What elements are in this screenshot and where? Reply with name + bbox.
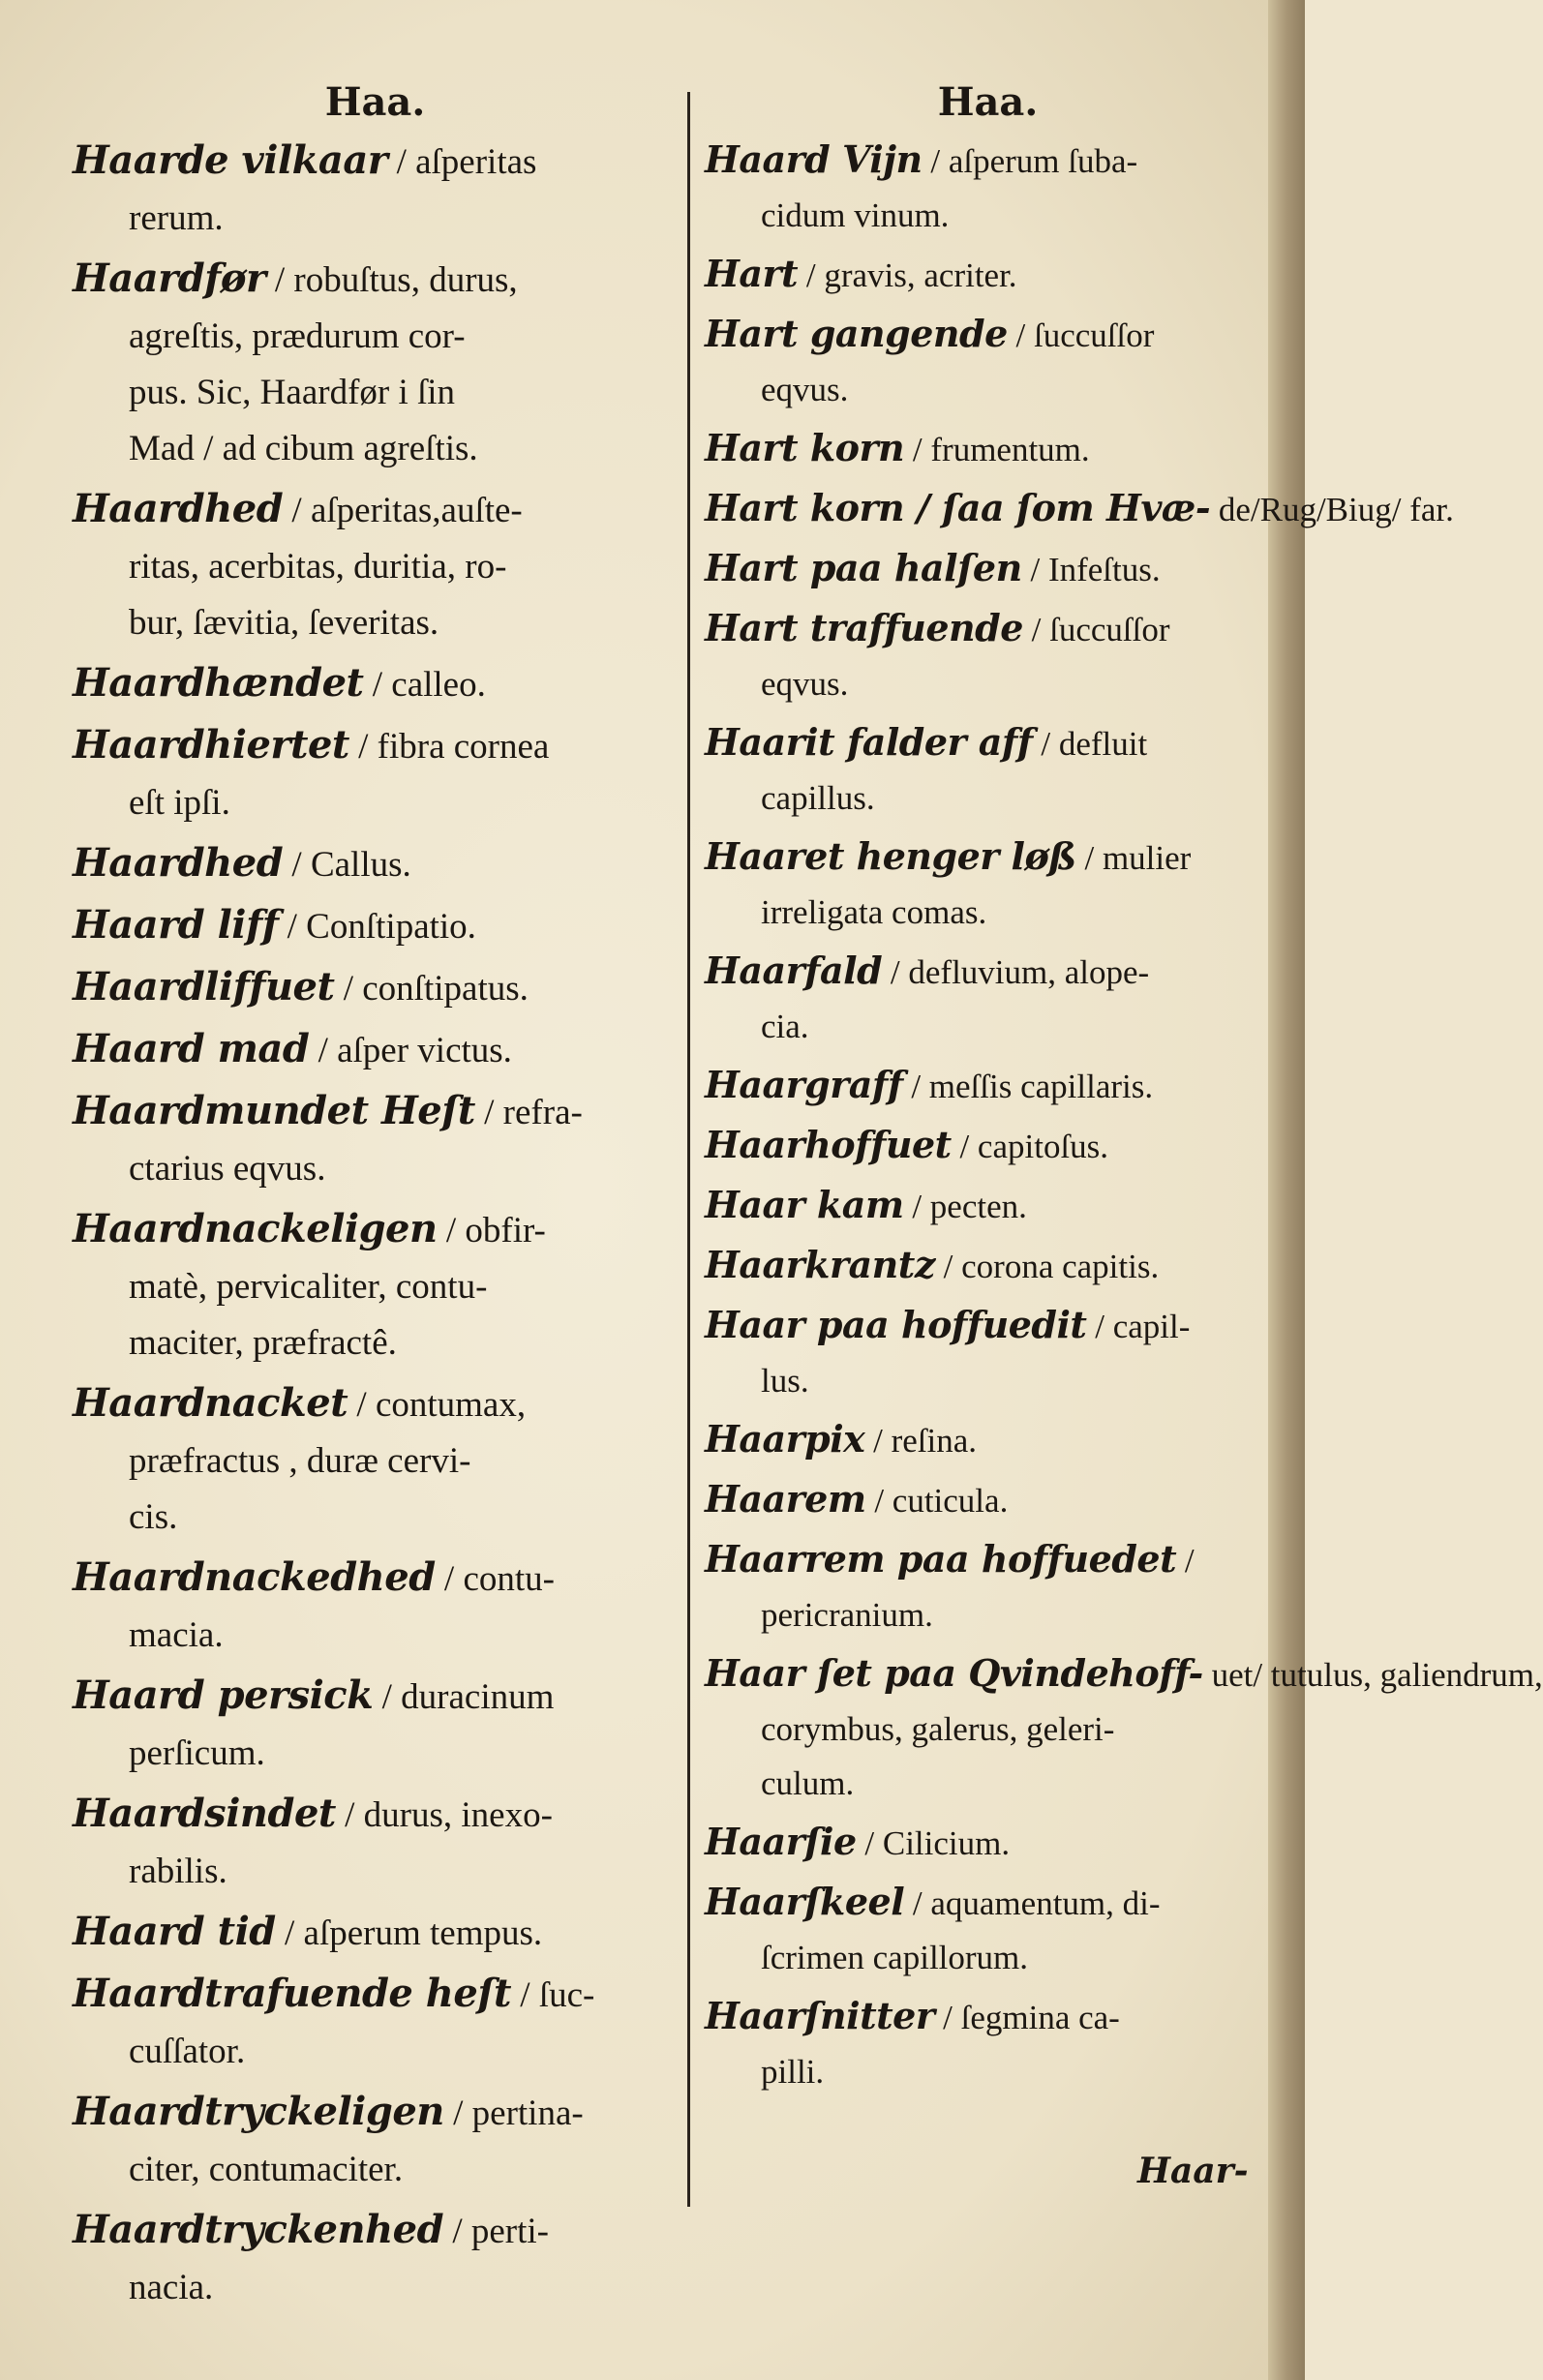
entry-definition-text: / corona capitis. — [943, 1248, 1160, 1285]
dictionary-entry — [705, 1412, 1271, 1468]
entry-headword: Haar paa hoffuedit — [705, 1303, 1087, 1346]
entry-definition-text: uet/ tutulus, galiendrum, — [1211, 1656, 1543, 1694]
entry-definition-text: corymbus, galerus, geleri- — [761, 1710, 1115, 1748]
entry-headword: Hart gangende — [705, 312, 1008, 355]
entry-first-line — [705, 133, 1271, 189]
entry-headword: Hart — [705, 252, 799, 295]
entry-headword: Haardmundet Heſt — [73, 1088, 475, 1133]
entry-headword: Haaret henger løß — [705, 834, 1076, 878]
entry-headword: Haarſie — [705, 1820, 857, 1863]
entry-first-line — [705, 421, 1271, 477]
entry-first-line — [705, 1118, 1271, 1174]
dictionary-entry — [73, 1668, 678, 1782]
entry-continuation-line — [73, 421, 678, 477]
entry-headword: Haarit falder aff — [705, 720, 1033, 764]
entry-definition-text: ſcrimen capillorum. — [761, 1939, 1029, 1976]
entry-definition-text: / defluvium, alope- — [890, 953, 1150, 991]
dictionary-entry — [705, 944, 1271, 1054]
entry-definition-text: / ſuccuſſor — [1031, 611, 1170, 648]
left-entries — [73, 133, 678, 2316]
entry-definition-text: / ſuccuſſor — [1015, 316, 1155, 354]
entry-definition-text: / aſperum ſuba- — [930, 142, 1138, 180]
entry-definition-text: / capil- — [1095, 1308, 1191, 1345]
entry-headword: Haardhed — [73, 840, 284, 886]
entry-definition-text: pus. Sic, Haardfør i ſin — [129, 373, 456, 412]
entry-headword: Haar ſet paa Qvindehoff- — [705, 1651, 1203, 1695]
dictionary-entry — [73, 897, 678, 955]
dictionary-entry — [73, 251, 678, 477]
entry-first-line — [705, 1989, 1271, 2045]
entry-first-line — [73, 1201, 678, 1259]
entry-definition-text: / Callus. — [291, 845, 411, 885]
entry-headword: Hart paa halſen — [705, 546, 1022, 589]
entry-continuation-line — [705, 2045, 1271, 2099]
entry-definition-text: / cuticula. — [874, 1482, 1009, 1520]
entry-first-line — [73, 481, 678, 539]
entry-continuation-line — [705, 363, 1271, 417]
entry-definition-text: Mad / ad cibum agreſtis. — [129, 429, 478, 468]
entry-first-line — [705, 1178, 1271, 1234]
entry-definition-text: præfractus , duræ cervi- — [129, 1441, 471, 1481]
entry-definition-text: / aſper victus. — [318, 1031, 512, 1070]
entry-first-line — [73, 1550, 678, 1608]
entry-definition-text: de/Rug/Biug/ far. — [1218, 491, 1454, 528]
entry-headword: Haarpix — [705, 1417, 865, 1461]
entry-definition-text: / duracinum — [381, 1677, 555, 1717]
entry-definition-text: / Infeſtus. — [1030, 551, 1161, 588]
dictionary-entry — [705, 247, 1271, 303]
entry-first-line — [73, 2084, 678, 2142]
entry-definition-text: cis. — [129, 1497, 178, 1537]
entry-definition-text: / durus, inexo- — [345, 1795, 553, 1835]
entry-first-line — [73, 1786, 678, 1844]
dictionary-entry — [705, 1238, 1271, 1294]
entry-headword: Haargraff — [705, 1063, 903, 1106]
entry-definition-text: / reſina. — [873, 1422, 977, 1460]
entry-continuation-line — [73, 2260, 678, 2316]
entry-definition-text: / capitoſus. — [959, 1128, 1109, 1165]
entry-headword: Hart korn — [705, 426, 905, 469]
entry-definition-text: / robuſtus, durus, — [274, 260, 518, 300]
entry-definition-text: / frumentum. — [912, 431, 1090, 468]
dictionary-entry — [73, 1083, 678, 1197]
entry-headword: Haardnacket — [73, 1380, 348, 1426]
entry-definition-text: culum. — [761, 1764, 855, 1802]
entry-first-line — [705, 1646, 1543, 1702]
entry-continuation-line — [73, 1433, 678, 1490]
dictionary-entry — [73, 2084, 678, 2198]
entry-continuation-line — [705, 1931, 1271, 1985]
entry-headword: Hart traffuende — [705, 606, 1023, 649]
entry-first-line — [73, 251, 678, 309]
entry-continuation-line — [73, 2024, 678, 2080]
entry-first-line — [73, 959, 678, 1017]
entry-first-line — [73, 1904, 678, 1962]
entry-continuation-line — [73, 1608, 678, 1664]
entry-continuation-line — [705, 886, 1271, 940]
entry-first-line — [705, 1058, 1271, 1114]
entry-first-line — [73, 1375, 678, 1433]
entry-continuation-line — [73, 2142, 678, 2198]
entry-first-line — [705, 1532, 1271, 1588]
entry-first-line — [705, 247, 1271, 303]
dictionary-entry — [73, 1375, 678, 1546]
entry-definition-text: rabilis. — [129, 1852, 227, 1891]
catchword: Haar- — [1137, 2151, 1249, 2191]
entry-definition-text: / aſperum tempus. — [285, 1913, 543, 1953]
entry-first-line — [73, 1083, 678, 1141]
entry-headword: Haardtryckeligen — [73, 2089, 444, 2134]
entry-definition-text: pilli. — [761, 2053, 825, 2091]
dictionary-entry — [705, 829, 1271, 940]
entry-headword: Haardtrafuende heſt — [73, 1971, 512, 2016]
dictionary-entry — [73, 2202, 678, 2316]
entry-headword: Haard Vijn — [705, 137, 923, 181]
entry-continuation-line — [73, 775, 678, 831]
entry-headword: Haarrem paa hoffuedet — [705, 1537, 1177, 1581]
dictionary-entry — [705, 133, 1271, 243]
entry-definition-text: / obfir- — [445, 1211, 546, 1250]
dictionary-entry — [705, 601, 1271, 711]
entry-definition-text: citer, contumaciter. — [129, 2150, 404, 2189]
entry-definition-text: / calleo. — [372, 665, 486, 705]
entry-continuation-line — [73, 1726, 678, 1782]
entry-headword: Haarfald — [705, 949, 883, 992]
entry-definition-text: eqvus. — [761, 371, 849, 408]
entry-definition-text: / mulier — [1084, 839, 1192, 877]
entry-first-line — [705, 829, 1271, 886]
entry-first-line — [73, 1668, 678, 1726]
entry-headword: Haardhed — [73, 486, 284, 531]
entry-continuation-line — [705, 657, 1271, 711]
entry-first-line — [705, 1412, 1271, 1468]
entry-continuation-line — [705, 1757, 1271, 1811]
dictionary-entry — [705, 1118, 1271, 1174]
right-entries — [705, 133, 1543, 2099]
entry-definition-text: / perti- — [452, 2212, 549, 2251]
entry-continuation-line — [705, 189, 1271, 243]
entry-first-line — [73, 717, 678, 775]
dictionary-entry — [705, 1815, 1271, 1871]
entry-definition-text: perſicum. — [129, 1733, 265, 1773]
entry-definition-text: nacia. — [129, 2268, 214, 2307]
entry-definition-text: ctarius eqvus. — [129, 1149, 326, 1189]
entry-continuation-line — [73, 1141, 678, 1197]
dictionary-entry — [73, 1201, 678, 1371]
entry-definition-text: eſt ipſi. — [129, 783, 230, 823]
entry-headword: Haardhiertet — [73, 722, 349, 768]
entry-headword: Haardsindet — [73, 1791, 336, 1836]
entry-headword: Haar kam — [705, 1183, 904, 1226]
dictionary-entry — [73, 655, 678, 713]
entry-continuation-line — [705, 1588, 1271, 1642]
entry-first-line — [73, 897, 678, 955]
entry-continuation-line — [73, 309, 678, 365]
entry-continuation-line — [73, 1844, 678, 1900]
entry-definition-text: irreligata comas. — [761, 893, 987, 931]
entry-definition-text: maciter, præfractê. — [129, 1323, 397, 1363]
dictionary-entry — [73, 1966, 678, 2080]
entry-first-line — [705, 541, 1271, 597]
dictionary-entry — [705, 1298, 1271, 1408]
entry-definition-text: / aquamentum, di- — [912, 1884, 1161, 1922]
entry-definition-text: pericranium. — [761, 1596, 933, 1634]
page-gutter — [1268, 0, 1305, 2380]
entry-first-line — [73, 1021, 678, 1079]
entry-first-line — [705, 715, 1271, 771]
entry-headword: Haardfør — [73, 256, 266, 301]
dictionary-entry — [705, 1532, 1271, 1642]
entry-continuation-line — [73, 191, 678, 247]
dictionary-entry — [73, 1550, 678, 1664]
entry-continuation-line — [705, 1702, 1271, 1757]
dictionary-entry — [73, 959, 678, 1017]
entry-definition-text: / Conſtipatio. — [287, 907, 476, 947]
entry-definition-text: / fibra cornea — [358, 727, 550, 767]
entry-continuation-line — [705, 771, 1271, 826]
entry-continuation-line — [73, 539, 678, 595]
entry-headword: Haarkrantz — [705, 1243, 935, 1286]
entry-first-line — [705, 1238, 1271, 1294]
entry-continuation-line — [73, 1490, 678, 1546]
entry-definition-text: / meſſis capillaris. — [911, 1068, 1154, 1105]
entry-headword: Haard liff — [73, 902, 279, 948]
entry-definition-text: / contu- — [443, 1559, 555, 1599]
right-column-header: Haa. — [937, 79, 1039, 125]
entry-definition-text: bur, ſævitia, ſeveritas. — [129, 603, 439, 643]
entry-headword: Haarhoffuet — [705, 1123, 952, 1166]
left-column-header: Haa. — [324, 79, 426, 125]
entry-first-line — [705, 1472, 1271, 1528]
entry-first-line — [705, 481, 1454, 537]
entry-first-line — [73, 2202, 678, 2260]
entry-first-line — [705, 1875, 1271, 1931]
entry-definition-text: / defluit — [1041, 725, 1148, 763]
entry-definition-text: cidum vinum. — [761, 196, 950, 234]
entry-definition-text: eqvus. — [761, 665, 849, 703]
entry-headword: Haard tid — [73, 1909, 276, 1954]
entry-definition-text: cuſſator. — [129, 2032, 246, 2071]
entry-headword: Haardtryckenhed — [73, 2207, 444, 2252]
dictionary-entry — [705, 1058, 1271, 1114]
entry-definition-text: / refra- — [484, 1093, 583, 1132]
entry-definition-text: / — [1184, 1542, 1195, 1580]
entry-continuation-line — [73, 365, 678, 421]
dictionary-entry — [705, 541, 1271, 597]
column-divider — [687, 92, 690, 2207]
dictionary-entry — [705, 1646, 1543, 1811]
entry-continuation-line — [73, 1315, 678, 1371]
entry-headword: Haardnackeligen — [73, 1206, 438, 1251]
entry-definition-text: / Cilicium. — [864, 1824, 1011, 1862]
dictionary-entry — [705, 1989, 1271, 2099]
dictionary-entry — [705, 307, 1271, 417]
entry-continuation-line — [73, 595, 678, 651]
dictionary-entry — [73, 1786, 678, 1900]
entry-definition-text: / pecten. — [912, 1188, 1027, 1225]
entry-definition-text: / gravis, acriter. — [805, 256, 1017, 294]
entry-definition-text: agreſtis, prædurum cor- — [129, 316, 466, 356]
entry-definition-text: capillus. — [761, 779, 875, 817]
entry-definition-text: matè, pervicaliter, contu- — [129, 1267, 488, 1307]
entry-definition-text: macia. — [129, 1615, 224, 1655]
dictionary-entry — [705, 1875, 1271, 1985]
dictionary-entry — [705, 715, 1271, 826]
entry-headword: Haard persick — [73, 1672, 374, 1718]
dictionary-entry — [73, 133, 678, 247]
entry-first-line — [73, 835, 678, 893]
entry-definition-text: / aſperitas — [396, 142, 537, 182]
entry-headword: Haarem — [705, 1477, 866, 1521]
entry-headword: Haarſnitter — [705, 1994, 935, 2037]
dictionary-entry — [73, 1021, 678, 1079]
left-column — [73, 73, 678, 2320]
entry-first-line — [705, 944, 1271, 1000]
entry-headword: Hart korn / ſaa ſom Hvæ- — [705, 486, 1211, 529]
dictionary-entry — [705, 1178, 1271, 1234]
dictionary-entry — [73, 481, 678, 651]
entry-definition-text: / ſegmina ca- — [943, 1999, 1120, 2036]
entry-definition-text: / ſuc- — [520, 1975, 595, 2015]
entry-first-line — [705, 1298, 1271, 1354]
right-column — [705, 73, 1543, 2103]
entry-first-line — [73, 133, 678, 191]
entry-definition-text: cia. — [761, 1008, 809, 1045]
entry-definition-text: ritas, acerbitas, duritia, ro- — [129, 547, 507, 587]
entry-headword: Haardhændet — [73, 660, 364, 706]
entry-first-line — [705, 601, 1271, 657]
entry-definition-text: / pertina- — [453, 2094, 584, 2133]
entry-first-line — [705, 1815, 1271, 1871]
entry-continuation-line — [73, 1259, 678, 1315]
dictionary-entry — [73, 835, 678, 893]
dictionary-entry — [705, 421, 1271, 477]
dictionary-entry — [705, 481, 1454, 537]
entry-headword: Haardnackedhed — [73, 1554, 436, 1600]
entry-headword: Haarde vilkaar — [73, 137, 388, 183]
entry-definition-text: / conſtipatus. — [343, 969, 529, 1009]
entry-headword: Haard mad — [73, 1026, 310, 1071]
entry-definition-text: / aſperitas,auſte- — [291, 491, 523, 530]
entry-first-line — [705, 307, 1271, 363]
entry-definition-text: rerum. — [129, 198, 224, 238]
entry-headword: Haardliffuet — [73, 964, 335, 1009]
entry-continuation-line — [705, 1354, 1271, 1408]
dictionary-entry — [73, 717, 678, 831]
entry-continuation-line — [705, 1000, 1271, 1054]
entry-first-line — [73, 655, 678, 713]
entry-definition-text: / contumax, — [356, 1385, 527, 1425]
entry-definition-text: lus. — [761, 1362, 809, 1400]
entry-first-line — [73, 1966, 678, 2024]
dictionary-entry — [73, 1904, 678, 1962]
dictionary-entry — [705, 1472, 1271, 1528]
entry-headword: Haarſkeel — [705, 1880, 905, 1923]
